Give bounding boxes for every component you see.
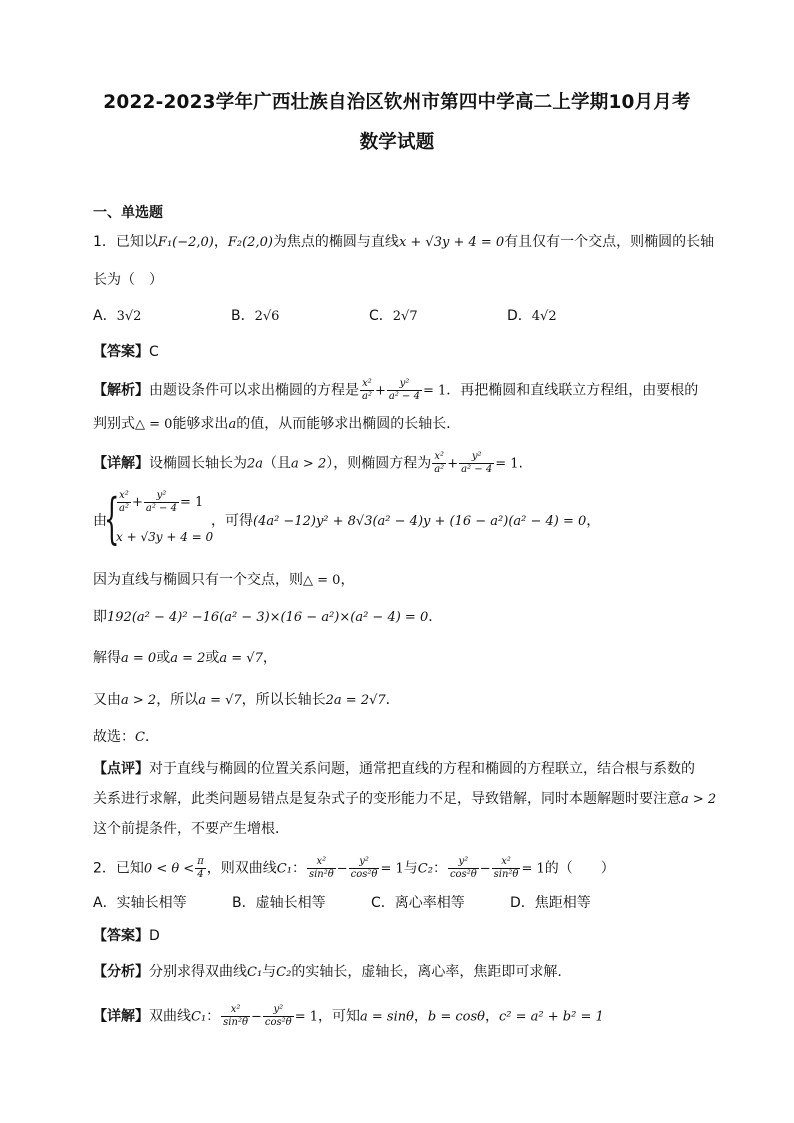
step-text: 解得 bbox=[93, 650, 121, 666]
minus: − bbox=[479, 861, 491, 877]
fraction bbox=[349, 856, 380, 881]
detail-text: ，可得 bbox=[211, 513, 253, 529]
option-label: C． bbox=[371, 895, 395, 911]
option-label: C． bbox=[369, 308, 393, 324]
section-heading: 一、单选题 bbox=[93, 205, 163, 221]
option-value: 2√6 bbox=[254, 309, 280, 324]
option-value: 实轴长相等 bbox=[116, 895, 187, 911]
expr: a = 0 bbox=[121, 651, 157, 666]
fraction-denominator: cos²θ bbox=[350, 869, 378, 880]
document-subtitle: 数学试题 bbox=[359, 132, 435, 153]
step-text: ，所以 bbox=[156, 692, 199, 708]
focus-f1: F₁(−2,0) bbox=[157, 235, 214, 250]
expr: 192(a² − 4)² −16(a² − 3)×(16 − a²)×(a² − 4) = 0 bbox=[107, 610, 429, 625]
q1-analysis-line2 bbox=[93, 414, 460, 435]
q2-text: 的（ ） bbox=[544, 860, 615, 877]
q1-stem-line2: 长为（ ） bbox=[93, 272, 163, 288]
line-equation: x + √3y + 4 = 0 bbox=[398, 235, 505, 250]
system-row-2: x + √3y + 4 = 0 bbox=[116, 530, 214, 544]
equals-one: = 1 bbox=[294, 1009, 318, 1025]
option-a[interactable] bbox=[93, 893, 232, 913]
fraction-numerator: x² bbox=[432, 451, 446, 464]
detail-text: ， bbox=[485, 1008, 500, 1025]
step-text: ． bbox=[385, 692, 400, 708]
document-title: 2022-2023学年广西壮族自治区钦州市第四中学高二上学期10月月考 bbox=[103, 92, 691, 113]
curve-c2: C₂ bbox=[276, 965, 292, 980]
curve-c1: C₁ bbox=[191, 1009, 207, 1025]
expr: a = √7 bbox=[198, 693, 242, 708]
step-text: 即 bbox=[93, 609, 107, 625]
expr: C bbox=[135, 730, 145, 745]
expr: a = √7 bbox=[219, 651, 263, 666]
fraction-numerator: y² bbox=[459, 451, 494, 464]
q2-text: 与 bbox=[403, 860, 418, 877]
option-value: 3√2 bbox=[116, 309, 142, 324]
fraction-numerator: y² bbox=[448, 856, 479, 869]
expr: a = sinθ bbox=[359, 1009, 414, 1025]
q1-analysis-line1: 【解析】由题设条件可以求出椭圆的方程是 $\frac{\text{x²}}{\text{a²}}$ + $\frac{\text{y²}}{\text{a² − 4}}$ = 1．再把椭圆和直线联立方程组，由要根的 bbox=[93, 378, 699, 402]
q2-detail bbox=[93, 1004, 604, 1029]
analysis-text: 分别求得双曲线 bbox=[149, 964, 247, 980]
variable-a: a bbox=[228, 417, 237, 432]
fraction-denominator: cos²θ bbox=[449, 869, 477, 880]
option-value: 4√2 bbox=[531, 309, 557, 324]
system-result bbox=[211, 510, 600, 530]
brace-icon: { bbox=[104, 487, 120, 550]
detail-text: ， bbox=[586, 513, 601, 529]
analysis-text: 由题设条件可以求出椭圆的方程是 bbox=[149, 382, 359, 399]
step-text: 又由 bbox=[93, 692, 121, 708]
q2-analysis bbox=[93, 962, 562, 983]
q2-options bbox=[93, 893, 649, 913]
analysis-tag: 【分析】 bbox=[93, 964, 149, 980]
option-b[interactable] bbox=[231, 306, 369, 327]
option-d[interactable] bbox=[510, 893, 649, 913]
q1-comment-line2 bbox=[93, 789, 716, 810]
detail-text: （且 bbox=[263, 455, 292, 472]
quadratic-equation: (4a² −12)y² + 8√3(a² − 4)y + (16 − a²)(a² − 4) = 0 bbox=[253, 514, 587, 529]
comment-text: 对于直线与椭圆的位置关系问题，通常把直线的方程和椭圆的方程联立，结合根与系数的 bbox=[149, 761, 695, 777]
expr: 2a = 2√7 bbox=[325, 693, 386, 708]
option-value: 虚轴长相等 bbox=[255, 895, 326, 911]
fraction-numerator: y² bbox=[144, 490, 179, 503]
fraction-denominator: sin²θ bbox=[308, 869, 334, 880]
discriminant: △ = 0 bbox=[135, 417, 173, 432]
fraction bbox=[144, 490, 179, 515]
q1-step-1 bbox=[93, 570, 354, 591]
q1-comment-line1 bbox=[93, 759, 695, 779]
option-value: 2√7 bbox=[392, 309, 418, 324]
q2-text: ： bbox=[291, 860, 306, 877]
answer-tag: 【答案】 bbox=[93, 344, 149, 360]
option-c[interactable] bbox=[369, 306, 507, 327]
fraction-denominator: 4 bbox=[197, 869, 204, 880]
minus: − bbox=[250, 1009, 262, 1025]
focus-f2: F₂(2,0) bbox=[227, 235, 273, 250]
q1-text: 为焦点的椭圆与直线 bbox=[272, 234, 399, 250]
detail-text: 设椭圆长轴长为 bbox=[149, 455, 247, 472]
detail-text: ，可知 bbox=[317, 1008, 360, 1025]
step-text: ． bbox=[428, 609, 443, 625]
q2-stem bbox=[93, 856, 615, 881]
system-row-1: $\frac{\text{x²}}{\text{a²}}$ + $\frac{\text{y²}}{\text{a² − 4}}$ = 1 bbox=[119, 490, 204, 514]
detail-text: ），则椭圆方程为 bbox=[326, 455, 432, 472]
fraction-denominator: sin²θ bbox=[223, 1017, 248, 1028]
q1-step-2 bbox=[93, 607, 442, 628]
fraction bbox=[448, 856, 479, 881]
analysis-text: 与 bbox=[262, 964, 277, 980]
analysis-text: 的值，从而能够求出椭圆的长轴长． bbox=[236, 416, 461, 432]
expr: c² = a² + b² = 1 bbox=[499, 1009, 604, 1025]
expr: a > 2 bbox=[121, 693, 157, 708]
q1-stem-line1 bbox=[93, 232, 714, 253]
option-label: D． bbox=[510, 895, 535, 911]
fraction bbox=[307, 856, 336, 881]
curve-c2: C₂ bbox=[417, 861, 433, 877]
fraction-denominator: cos²θ bbox=[264, 1017, 292, 1028]
analysis-text: ．再把椭圆和直线联立方程组，由要根的 bbox=[446, 382, 699, 399]
fraction bbox=[360, 378, 374, 403]
fraction-denominator: a² bbox=[434, 464, 445, 475]
curve-c1: C₁ bbox=[276, 861, 292, 877]
minus: − bbox=[336, 861, 348, 877]
q1-answer bbox=[93, 342, 159, 362]
fraction-numerator: y² bbox=[349, 856, 380, 869]
q1-text: 有且仅有一个交点，则椭圆的长轴 bbox=[504, 234, 715, 250]
fraction-numerator: x² bbox=[117, 490, 131, 503]
step-text: 或 bbox=[205, 650, 220, 666]
fraction-denominator: a² bbox=[362, 391, 372, 402]
answer-tag: 【答案】 bbox=[93, 928, 149, 944]
detail-text: ， bbox=[413, 1008, 428, 1025]
q1-step-3 bbox=[93, 648, 277, 669]
comment-tag: 【点评】 bbox=[93, 761, 149, 777]
q1-detail-line1: 【详解】设椭圆长轴长为2a（且a > 2），则椭圆方程为 $\frac{\text{x²}}{\text{a²}}$ + $\frac{\text{y²}}{\text{a² − 4}}$ = 1. bbox=[93, 451, 523, 475]
expr: a > 2 bbox=[681, 792, 717, 807]
option-d[interactable] bbox=[507, 306, 645, 327]
fraction-numerator: x² bbox=[307, 856, 336, 869]
fraction-denominator: sin²θ bbox=[493, 869, 519, 880]
q2-text: 2．已知 bbox=[93, 860, 144, 877]
expr: a > 2 bbox=[291, 456, 327, 472]
q1-options bbox=[93, 306, 645, 327]
answer-value: C bbox=[149, 344, 159, 360]
fraction bbox=[459, 451, 494, 476]
q2-answer bbox=[93, 926, 160, 946]
fraction bbox=[432, 451, 446, 476]
detail-tag: 【详解】 bbox=[93, 455, 149, 472]
q2-text: ，则双曲线 bbox=[206, 860, 277, 877]
fraction-denominator: a² − 4 bbox=[461, 464, 493, 475]
option-label: B． bbox=[232, 895, 256, 911]
option-a[interactable] bbox=[93, 306, 231, 327]
q1-comment-line3: 这个前提条件，不要产生增根． bbox=[93, 821, 289, 837]
step-text: ， bbox=[262, 650, 277, 666]
step-text: 或 bbox=[156, 650, 171, 666]
expr: a = 2 bbox=[170, 651, 206, 666]
q1-step-4 bbox=[93, 690, 400, 711]
expr: b = cosθ bbox=[427, 1009, 486, 1025]
fraction-denominator: a² − 4 bbox=[145, 503, 177, 514]
expr: 2a bbox=[247, 456, 264, 472]
analysis-text: 的实轴长，虚轴长，离心率，焦距即可求解. bbox=[291, 964, 562, 980]
expr: 0 < θ < bbox=[143, 861, 195, 877]
equals-one: = 1 bbox=[495, 456, 519, 472]
fraction-numerator: x² bbox=[360, 378, 374, 391]
detail-text: 双曲线 bbox=[149, 1008, 191, 1025]
option-c[interactable] bbox=[371, 893, 510, 913]
answer-value: D bbox=[149, 928, 160, 944]
fraction-denominator: a² − 4 bbox=[388, 391, 420, 402]
fraction bbox=[263, 1004, 294, 1029]
fraction bbox=[195, 856, 206, 881]
option-b[interactable] bbox=[232, 893, 371, 913]
detail-tag: 【详解】 bbox=[93, 1008, 149, 1025]
equals-one: = 1 bbox=[521, 861, 545, 877]
equals-one: = 1 bbox=[179, 495, 204, 510]
fraction-numerator: y² bbox=[263, 1004, 294, 1017]
option-label: B． bbox=[231, 308, 255, 324]
curve-c1: C₁ bbox=[247, 965, 263, 980]
equals-one: = 1 bbox=[380, 861, 404, 877]
step-text: ． bbox=[144, 729, 159, 745]
fraction bbox=[221, 1004, 250, 1029]
q1-text: 1．已知以 bbox=[93, 234, 158, 250]
option-value: 离心率相等 bbox=[394, 895, 465, 911]
option-label: D． bbox=[507, 308, 532, 324]
step-text: ， bbox=[340, 572, 355, 588]
fraction bbox=[387, 378, 422, 403]
step-text: ，所以长轴长 bbox=[241, 692, 326, 708]
analysis-text: 判别式 bbox=[93, 416, 135, 432]
q1-step-5 bbox=[93, 727, 159, 748]
analysis-tag: 【解析】 bbox=[93, 382, 149, 399]
q1-text: ， bbox=[213, 234, 228, 250]
fraction-numerator: x² bbox=[492, 856, 521, 869]
detail-text: ： bbox=[206, 1008, 221, 1025]
fraction-denominator: a² bbox=[119, 503, 129, 514]
fraction-numerator: x² bbox=[221, 1004, 250, 1017]
fraction-numerator: π bbox=[197, 856, 204, 867]
fraction-numerator: y² bbox=[387, 378, 422, 391]
analysis-text: 能够求出 bbox=[172, 416, 229, 432]
expr: △ = 0 bbox=[303, 573, 341, 588]
q2-text: ： bbox=[432, 860, 447, 877]
step-text: 故选： bbox=[93, 729, 135, 745]
comment-text: 关系进行求解，此类问题易错点是复杂式子的变形能力不足，导致错解，同时本题解题时要注意 bbox=[93, 791, 681, 807]
option-label: A． bbox=[93, 308, 117, 324]
step-text: 因为直线与椭圆只有一个交点，则 bbox=[93, 572, 303, 588]
equals-one: = 1 bbox=[422, 383, 447, 399]
option-label: A． bbox=[93, 895, 117, 911]
option-value: 焦距相等 bbox=[534, 895, 591, 911]
system-prefix: 由 bbox=[93, 513, 107, 529]
fraction bbox=[492, 856, 521, 881]
fraction bbox=[117, 490, 131, 515]
